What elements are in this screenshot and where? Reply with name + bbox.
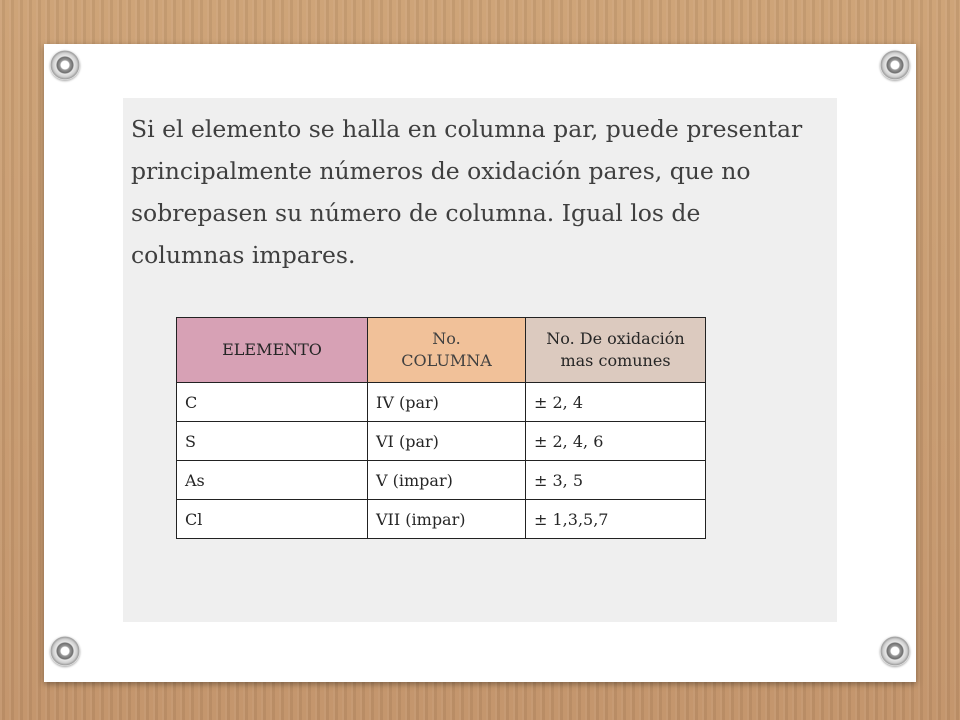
header-oxidacion-line1: No. De oxidación: [546, 329, 685, 348]
table-row: [177, 422, 706, 461]
cell-oxidacion: ± 2, 4: [526, 383, 706, 422]
body-paragraph: [131, 108, 831, 276]
grommet-icon: [50, 636, 80, 666]
table-row: [177, 383, 706, 422]
cell-elemento: S: [177, 422, 368, 461]
header-oxidacion: [526, 318, 706, 383]
paragraph-line: columnas impares.: [131, 241, 356, 269]
header-elemento: ELEMENTO: [177, 318, 368, 383]
header-columna-line1: No.: [432, 329, 461, 348]
cell-oxidacion: ± 3, 5: [526, 461, 706, 500]
cell-elemento: As: [177, 461, 368, 500]
grommet-icon: [880, 50, 910, 80]
table-row: [177, 500, 706, 539]
header-columna: [368, 318, 526, 383]
oxidation-table: [176, 317, 706, 539]
paragraph-line: Si el elemento se halla en columna par, puede presentar: [131, 115, 803, 143]
header-oxidacion-line2: mas comunes: [560, 351, 671, 370]
grommet-icon: [50, 50, 80, 80]
table-header-row: [177, 318, 706, 383]
cell-columna: VII (impar): [368, 500, 526, 539]
cell-columna: VI (par): [368, 422, 526, 461]
table-row: [177, 461, 706, 500]
header-columna-line2: COLUMNA: [401, 351, 492, 370]
cell-elemento: C: [177, 383, 368, 422]
cell-oxidacion: ± 2, 4, 6: [526, 422, 706, 461]
grommet-icon: [880, 636, 910, 666]
cell-columna: V (impar): [368, 461, 526, 500]
cell-elemento: Cl: [177, 500, 368, 539]
cell-oxidacion: ± 1,3,5,7: [526, 500, 706, 539]
paragraph-line: sobrepasen su número de columna. Igual los de: [131, 199, 701, 227]
paragraph-line: principalmente números de oxidación pares, que no: [131, 157, 751, 185]
cell-columna: IV (par): [368, 383, 526, 422]
